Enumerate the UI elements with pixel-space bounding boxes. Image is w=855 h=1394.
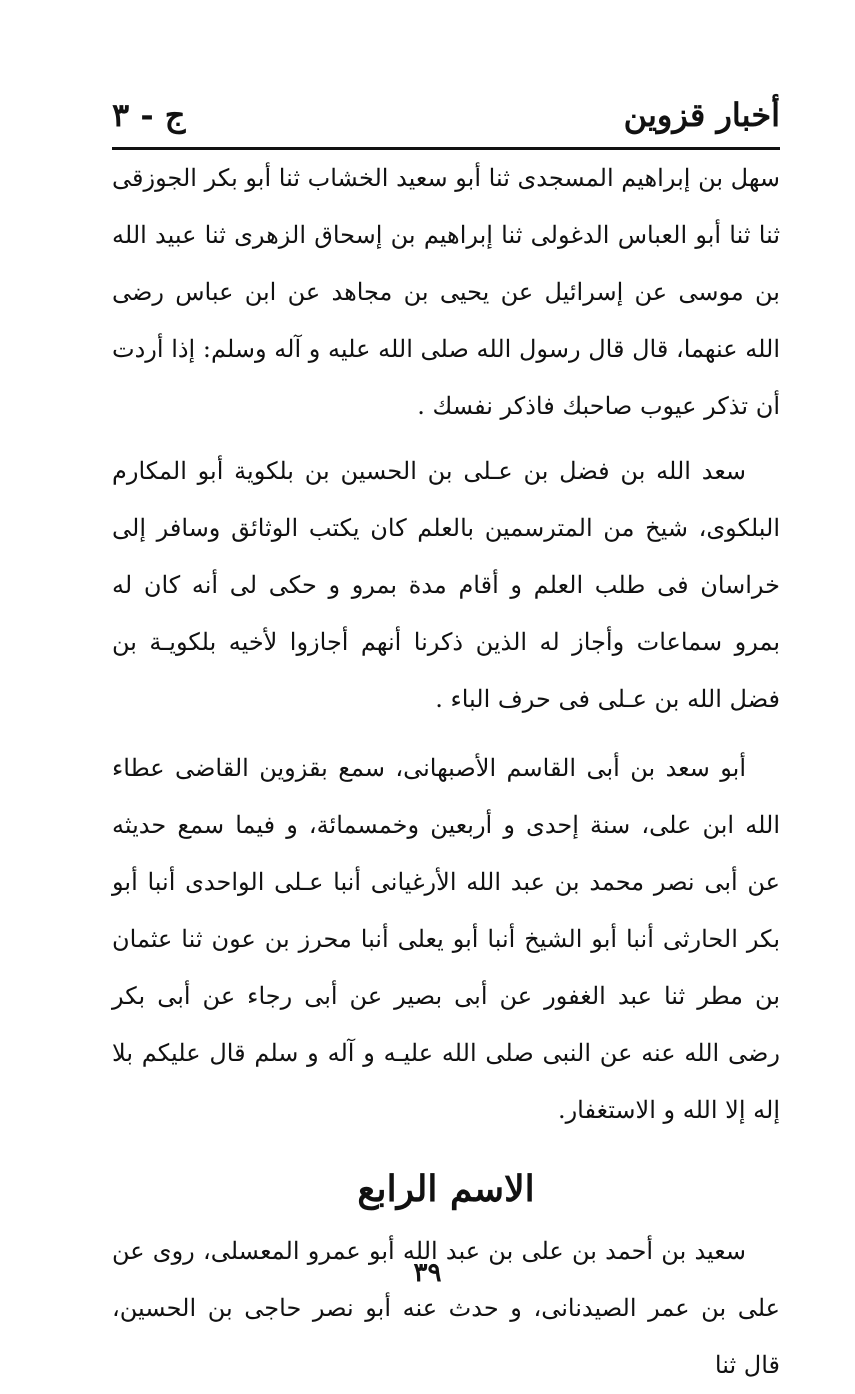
volume-mark: ج - ٣ (112, 96, 186, 134)
page-header (112, 92, 780, 142)
page-number: ٣٩ (413, 1258, 442, 1288)
paragraph-1: سهل بن إبراهيم المسجدى ثنا أبو سعيد الخشاب ثنا أبو بكر الجوزقى ثنا ثنا أبو العباس الدغولى ثنا إبراهيم بن إسحاق الزهرى ثنا عبيد الله بن موسى عن إسرائيل عن يحيى بن مجاهد عن ابن عباس رضى الله عنهما، قال قال رسول الله صلى الله عليه و آله وسلم: إذا أردت أن تذكر عيوب صاحبك فاذكر نفسك . (112, 164, 780, 420)
paragraph-2: سعد الله بن فضل بن عـلى بن الحسين بن بلكوية أبو المكارم البلكوى، شيخ من المترسمين بالعلم كان يكتب الوثائق وسافر إلى خراسان فى طلب العلم و أقام مدة بمرو و حكى لى أنه كان له بمرو سماعات وأجاز له الذين ذكرنا أنهم أجازوا لأخيه بلكويـة بن فضل الله بن عـلى فى حرف الباء . (112, 457, 780, 713)
paragraph-4: سعيد بن أحمد بن على بن عبد الله أبو عمرو المعسلى، روى عن على بن عمر الصيدنانى، و حدث عنه أبو نصر حاجى بن الحسين، قال ثنا (112, 1237, 781, 1379)
section-heading: الاسم الرابع (357, 1168, 535, 1210)
body-text (112, 150, 780, 1394)
paragraph-3: أبو سعد بن أبى القاسم الأصبهانى، سمع بقزوين القاضى عطاء الله ابن على، سنة إحدى و أربعين وخمسمائة، و فيما سمع حديثه عن أبى نصر محمد بن عبد الله الأرغيانى أنبا عـلى الواحدى أنبا أبو بكر الحارثى أنبا أبو الشيخ أنبا أبو يعلى أنبا محرز بن عون ثنا عثمان بن مطر ثنا عبد الغفور عن أبى بصير عن أبى رجاء عن أبى بكر رضى الله عنه عن النبى صلى الله عليـه و آله و سلم قال عليكم بلا إله إلا الله و الاستغفار. (112, 754, 780, 1124)
running-title: أخبار قزوين (623, 96, 780, 134)
